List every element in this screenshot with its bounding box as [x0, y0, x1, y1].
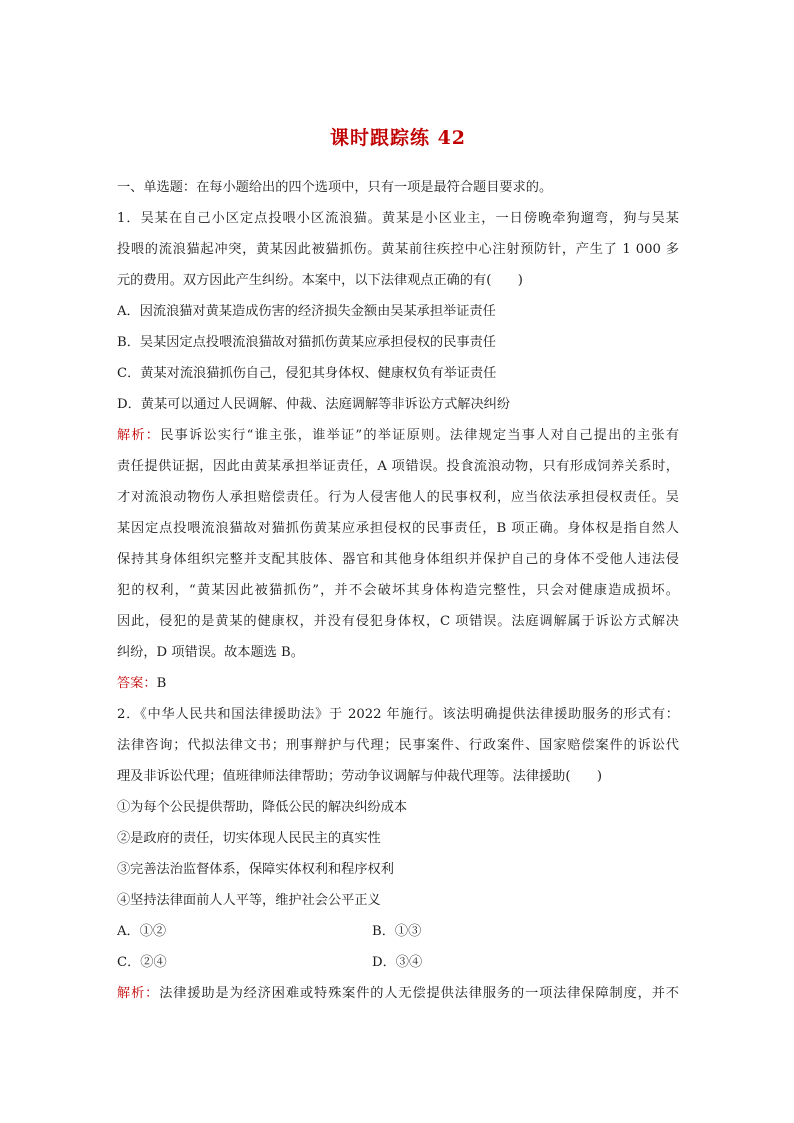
q1-option-a: A．因流浪猫对黄某造成伤害的经济损失金额由吴某承担举证责任 — [117, 304, 496, 319]
q1-stem-line: 1．吴某在自己小区定点投喂小区流浪猫。黄某是小区业主，一日傍晚牵狗遛弯，狗与吴某 — [117, 211, 679, 226]
q1-stem-line: 投喂的流浪猫起冲突，黄某因此被猫抓伤。黄某前往疾控中心注射预防针，产生了 1 000 多 — [117, 242, 679, 257]
q1-analysis-line: 犯的权利，“黄某因此被猫抓伤”，并不会破坏其身体构造完整性，只会对健康造成损坏。 — [117, 583, 679, 598]
q1-analysis-line: 才对流浪动物伤人承担赔偿责任。行为人侵害他人的民事权利，应当依法承担侵权责任。吴 — [117, 490, 679, 505]
content — [117, 178, 679, 1015]
q2-analysis-label: 解析： — [117, 986, 160, 1001]
q1-analysis-line: 责任提供证据，因此由黄某承担举证责任，A 项错误。投食流浪动物，只有形成饲养关系时， — [117, 459, 679, 474]
section-header: 一、单选题：在每小题给出的四个选项中，只有一项是最符合题目要求的。 — [117, 180, 553, 195]
q1-analysis-line: 因此，侵犯的是黄某的健康权，并没有侵犯身体权，C 项错误。法庭调解属于诉讼方式解决 — [117, 614, 679, 629]
q2-statement-1: ①为每个公民提供帮助，降低公民的解决纠纷成本 — [117, 800, 408, 815]
q1-stem-line: 元的费用。双方因此产生纠纷。本案中，以下法律观点正确的有( ) — [117, 273, 523, 288]
q1-analysis-text: 民事诉讼实行“谁主张，谁举证”的举证原则。法律规定当事人对自己提出的主张有 — [160, 428, 679, 443]
q2-stem-line: 法律咨询；代拟法律文书；刑事辩护与代理；民事案件、行政案件、国家赔偿案件的诉讼代 — [117, 738, 679, 753]
q2-statement-2: ②是政府的责任，切实体现人民民主的真实性 — [117, 831, 381, 846]
q1-answer-label: 答案： — [117, 676, 157, 691]
q1-analysis-line: 纠纷，D 项错误。故本题选 B。 — [117, 645, 304, 660]
q1-analysis-label: 解析： — [117, 428, 161, 443]
q2-statement-4: ④坚持法律面前人人平等，维护社会公平正义 — [117, 893, 381, 908]
q2-option-c: C．②④ — [117, 955, 167, 970]
q2-options-row — [117, 922, 679, 953]
q1-option-d: D．黄某可以通过人民调解、仲裁、法庭调解等非诉讼方式解决纠纷 — [117, 397, 511, 412]
q2-option-a: A．①② — [117, 924, 167, 939]
q1-analysis-line — [117, 426, 679, 457]
q2-option-b: B．①③ — [372, 924, 422, 939]
q2-options-row — [117, 953, 679, 984]
q1-option-c: C．黄某对流浪猫抓伤自己，侵犯其身体权、健康权负有举证责任 — [117, 366, 497, 381]
q1-answer-line — [117, 674, 679, 705]
q2-statement-3: ③完善法治监督体系，保障实体权利和程序权利 — [117, 862, 394, 877]
q2-analysis-line — [117, 984, 679, 1015]
page-title: 课时跟踪练 42 — [329, 127, 467, 149]
q1-option-b: B．吴某因定点投喂流浪猫故对猫抓伤黄某应承担侵权的民事责任 — [117, 335, 496, 350]
q2-stem-line: 2．《中华人民共和国法律援助法》于 2022 年施行。该法明确提供法律援助服务的形式有： — [117, 707, 679, 722]
q1-answer-value: B — [156, 676, 167, 691]
q2-analysis-text: 法律援助是为经济困难或特殊案件的人无偿提供法律服务的一项法律保障制度，并不 — [159, 986, 679, 1001]
q1-analysis-line: 保持其身体组织完整并支配其肢体、器官和其他身体组织并保护自己的身体不受他人违法侵 — [117, 552, 679, 567]
q2-stem-line: 理及非诉讼代理；值班律师法律帮助；劳动争议调解与仲裁代理等。法律援助( ) — [117, 769, 603, 784]
q2-option-d: D．③④ — [372, 955, 423, 970]
q1-analysis-line: 某因定点投喂流浪猫故对猫抓伤黄某应承担侵权的民事责任，B 项正确。身体权是指自然人 — [117, 521, 679, 536]
